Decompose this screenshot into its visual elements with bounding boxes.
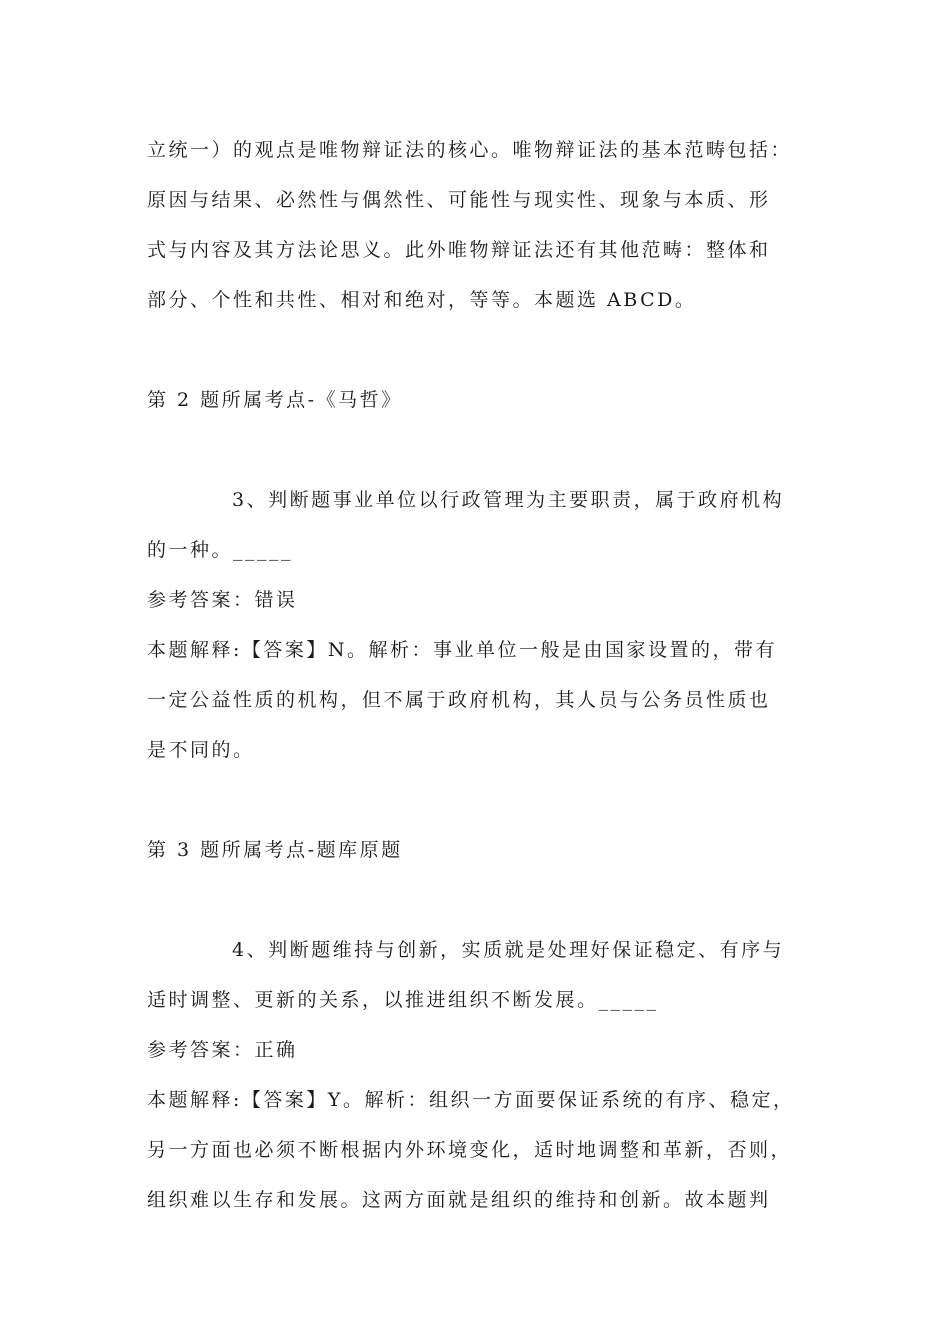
- explanation-line: 本题解释:【答案】N。解析：事业单位一般是由国家设置的，带有: [147, 639, 778, 661]
- question-line: 的一种。_____: [147, 539, 294, 561]
- explanation-line: 立统一）的观点是唯物辩证法的核心。唯物辩证法的基本范畴包括：: [147, 139, 793, 161]
- explanation-line: 原因与结果、必然性与偶然性、可能性与现实性、现象与本质、形: [147, 189, 771, 211]
- explanation-line: 一定公益性质的机构，但不属于政府机构，其人员与公务员性质也: [147, 689, 771, 711]
- explanation-line: 是不同的。: [147, 739, 255, 761]
- topic-line: 第 3 题所属考点-题库原题: [147, 839, 403, 861]
- question-line: 适时调整、更新的关系，以推进组织不断发展。_____: [147, 989, 659, 1011]
- explanation-line: 本题解释:【答案】Y。解析：组织一方面要保证系统的有序、稳定，: [147, 1089, 795, 1111]
- answer-line: 参考答案：错误: [147, 589, 298, 611]
- answer-line: 参考答案：正确: [147, 1039, 298, 1061]
- explanation-line: 式与内容及其方法论思义。此外唯物辩证法还有其他范畴：整体和: [147, 239, 771, 261]
- topic-line: 第 2 题所属考点-《马哲》: [147, 389, 403, 411]
- explanation-line: 组织难以生存和发展。这两方面就是组织的维持和创新。故本题判: [147, 1189, 771, 1211]
- explanation-line: 另一方面也必须不断根据内外环境变化，适时地调整和革新，否则，: [147, 1139, 793, 1161]
- explanation-line: 部分、个性和共性、相对和绝对，等等。本题选 ABCD。: [147, 289, 697, 311]
- question-line: 4、判断题维持与创新，实质就是处理好保证稳定、有序与: [232, 939, 785, 961]
- question-line: 3、判断题事业单位以行政管理为主要职责，属于政府机构: [232, 489, 785, 511]
